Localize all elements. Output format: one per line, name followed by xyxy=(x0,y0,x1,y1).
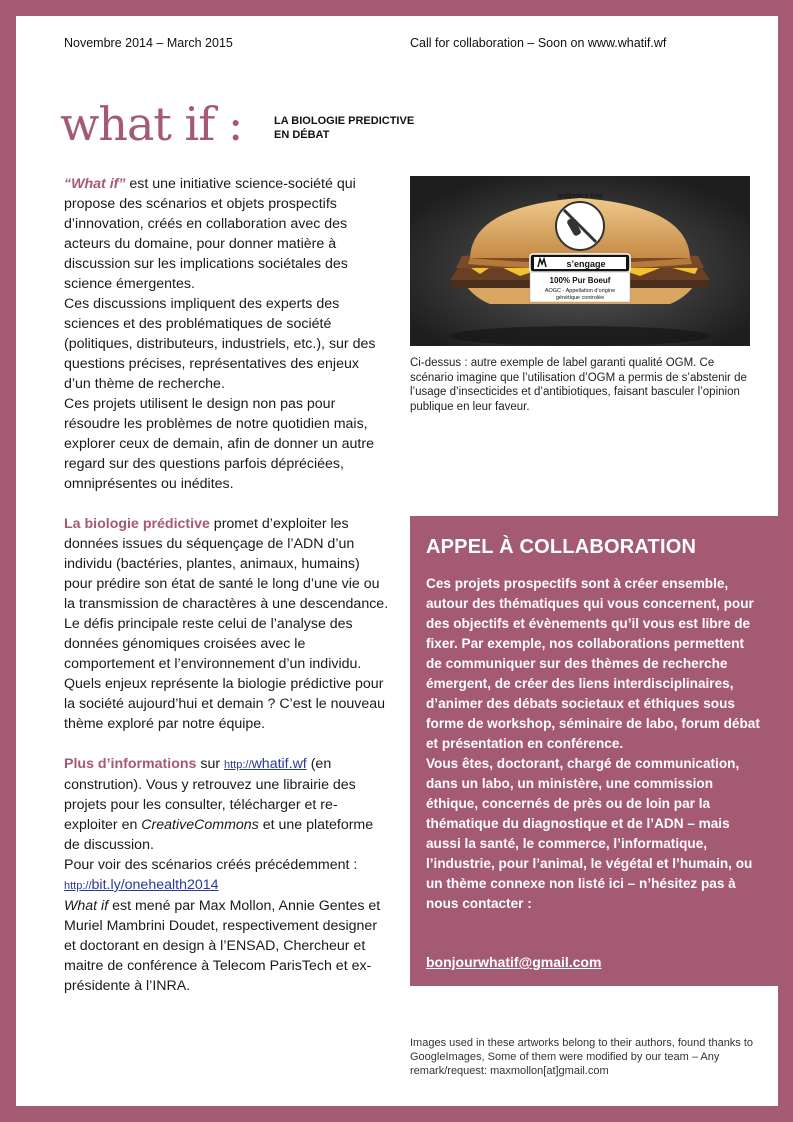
biology-paragraph xyxy=(64,514,389,614)
onehealth-link-prefix: http:// xyxy=(64,880,92,892)
onehealth-link[interactable] xyxy=(64,877,219,893)
header-dates: Novembre 2014 – March 2015 xyxy=(64,36,233,50)
burger-illustration xyxy=(410,176,750,346)
badge-boeuf: 100% Pur Boeuf xyxy=(549,276,611,285)
logo-tagline xyxy=(274,114,424,142)
tagline-line2: EN DÉBAT xyxy=(274,129,330,141)
info-highlight: Plus d’informations xyxy=(64,756,197,772)
onehealth-line xyxy=(64,875,389,896)
info-paragraph xyxy=(64,754,389,855)
collaboration-paragraph-1: Ces projets prospectifs sont à créer ensemble, autour des thématiques qui vous concernent, pour des objectifs et évènements qu’il vous est libre de fixer. Par exemple, nos collaborations permettent de communiquer sur des thèmes de recherche émergent, de créer des liens interdisciplinaires, d’animer des débats societaux et éthiques sous forme de workshop, séminaire de labo, forum débat et présentation en conférence. xyxy=(426,576,760,751)
page-sheet xyxy=(16,16,778,1106)
onehealth-link-path: onehealth2014 xyxy=(124,877,219,893)
badge-engage: s’engage xyxy=(566,259,606,269)
logo-text: what if : xyxy=(60,97,243,151)
image-credits-footnote: Images used in these artworks belong to their authors, found thanks to GoogleImages, Some of them were modified by our team – Any remark/request: maxmollon[at]gmail.com xyxy=(410,1037,754,1077)
collaboration-body xyxy=(426,574,761,914)
onehealth-link-domain: bit.ly/ xyxy=(91,877,125,893)
badge-genetique: génétique controlée xyxy=(555,295,605,301)
intro-text: est une initiative science-société qui propose des scénarios et objets prospectifs d’innovation, créés en collaboration avec des acteurs du domaine, pour donner matière à discussion sur les implications sociétales des science émergentes. xyxy=(64,176,356,292)
biology-text: promet d’exploiter les données issues du séquençage de l’ADN d’un individu (bactéries, plantes, animaux, humains) pour prédire son état de santé le long d’une vie ou la transmission de charactères à une descendance. xyxy=(64,516,389,612)
whatif-link-domain: whatif.wf xyxy=(251,756,307,772)
contact-email-link[interactable]: bonjourwhatif@gmail.com xyxy=(426,954,602,970)
whatif-italic: What if xyxy=(64,898,109,914)
badge-aogc: AOGC - Appellation d’origine xyxy=(544,288,616,294)
whatif-link-prefix: http:// xyxy=(224,759,252,771)
whatif-link[interactable] xyxy=(224,756,307,772)
intro-paragraph-3: Ces projets utilisent le design non pas pour résoudre les problèmes de notre quotidien mais, explorer ceux de demain, afin de donner un autre regard sur des questions parfois dépréciées, omniprésentes ou inédites. xyxy=(64,396,374,492)
info-sur: sur xyxy=(196,756,225,772)
scenarios-text: Pour voir des scénarios créés précédemment : xyxy=(64,857,358,873)
tagline-line1: LA BIOLOGIE PREDICTIVE xyxy=(274,115,415,127)
info-text-1: (en constrution). Vous y retrouvez une librairie des projets pour les consulter, télécharger et re-exploiter en xyxy=(64,756,356,833)
intro-paragraph xyxy=(64,174,389,294)
collaboration-box xyxy=(410,516,778,986)
intro-paragraph-2: Ces discussions impliquent des experts des sciences et des problématiques de société (politiques, distributeurs, industriels, etc.), sur des questions précises, représentatives des enjeux d’un thème de recherche. xyxy=(64,296,376,392)
credits-paragraph xyxy=(64,896,389,996)
intro-highlight: “What if” xyxy=(64,176,126,192)
badge-antibiotics: antibiotics-free xyxy=(557,193,603,200)
left-column xyxy=(64,174,389,996)
biology-highlight: La biologie prédictive xyxy=(64,516,210,532)
photo-caption: Ci-dessus : autre exemple de label garanti qualité OGM. Ce scénario imagine que l’utilisation d’OGM a permis de s’abstenir de l’usage d’insecticides et d’antibiotiques, faisant basculer l’opinion publique en leur faveur. xyxy=(410,357,747,413)
header-call: Call for collaboration – Soon on www.whatif.wf xyxy=(410,36,667,50)
info-text-2: et une plateforme de discussion. xyxy=(64,817,374,853)
collaboration-title: APPEL À COLLABORATION xyxy=(426,536,697,558)
creative-commons: CreativeCommons xyxy=(141,817,259,833)
biology-paragraph-2: Le défis principale reste celui de l’analyse des données génomiques croisées avec le comportement et l’environnement d’un individu. Quels enjeux représente la biologie prédictive pour la société aujourd’hui et demain ? C’est le nouveau thème exploré par notre équipe. xyxy=(64,616,385,732)
collaboration-paragraph-2: Vous êtes, doctorant, chargé de communication, dans un labo, un ministère, une commission éthique, concernés de près ou de loin par la thématique du diagnostique et de l’ADN – mais aussi la santé, le commerce, l’informatique, l’industrie, pour l’animal, le végétal et l’humain, ou un thème connexe non listé ici – n’hésitez pas à nous contacter : xyxy=(426,756,753,911)
burger-photo xyxy=(410,176,750,346)
credits-text: est mené par Max Mollon, Annie Gentes et Muriel Mambrini Doudet, respectivement designer et doctorant en design à l’ENSAD, Chercheur et maitre de conférence à Telecom ParisTech et ex-présidente à l’INRA. xyxy=(64,898,381,994)
